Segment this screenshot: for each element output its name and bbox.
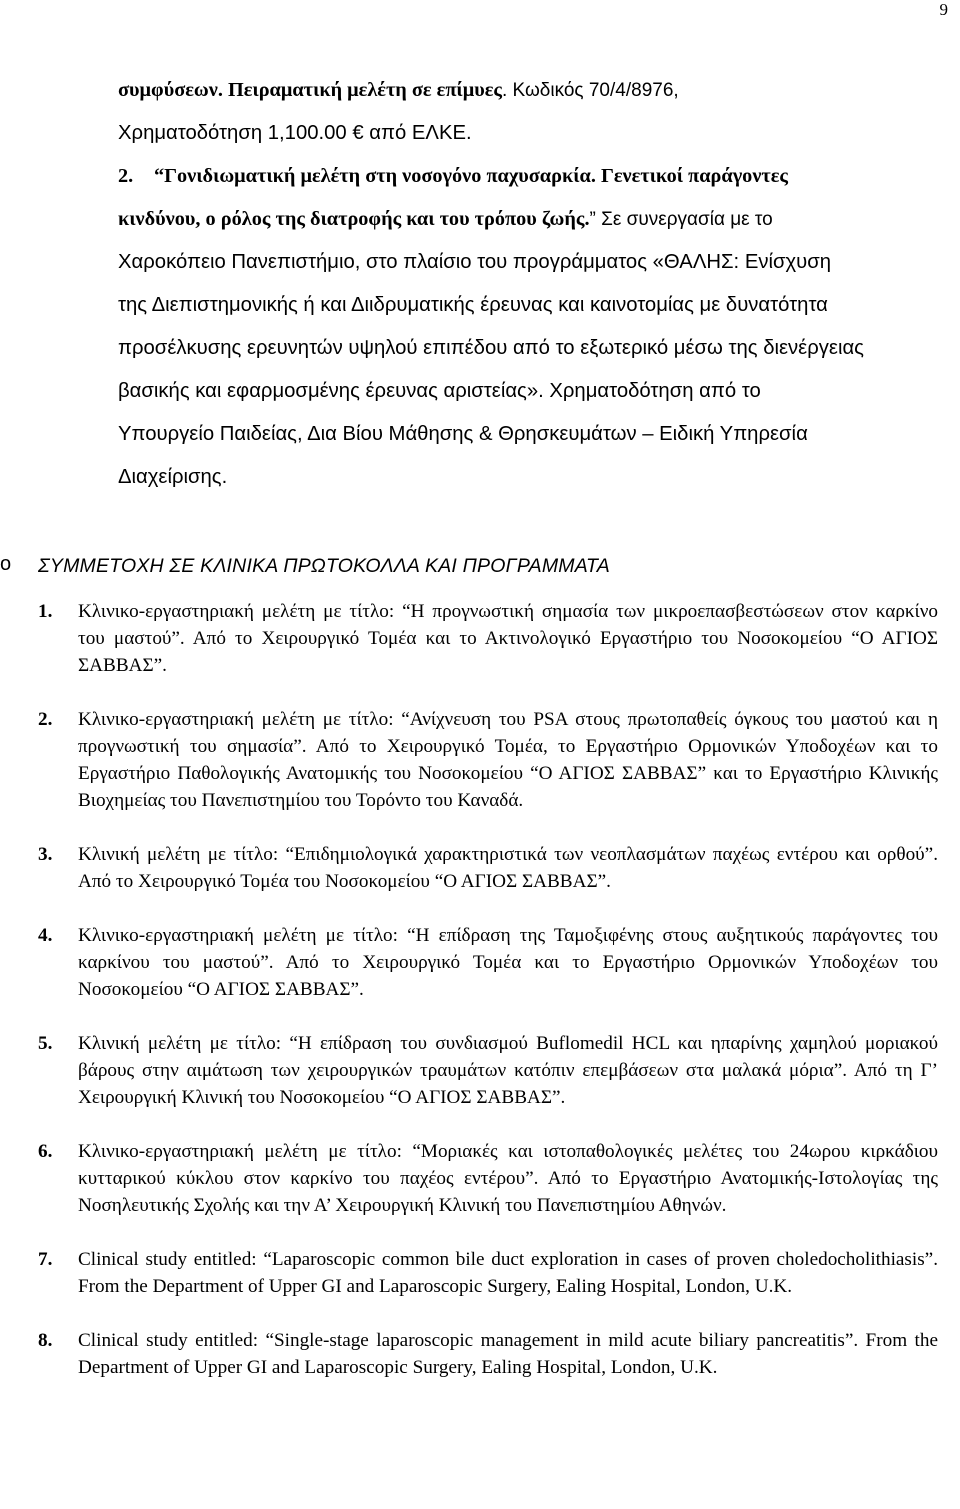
item-text: Κλινικο-εργαστηριακή μελέτη με τίτλο: “Η επίδραση της Ταμοξιφένης στους αυξητικούς παράγοντες του καρκίνου του μαστού”. Από το Χειρουργικό Τομέα και το Εργαστήριο Ορμονικών Υποδοχέων του Νοσοκομείου “Ο ΑΓΙΟΣ ΣΑΒΒΑΣ”. xyxy=(78,925,938,1000)
text-fragment: . Κωδικός 70/4/8976, xyxy=(501,80,679,101)
text-line: Υπουργείο Παιδείας, Δια Βίου Μάθησης & Θρησκευμάτων – Ειδική Υπηρεσία xyxy=(118,423,808,445)
item-number: 7. xyxy=(38,1249,53,1270)
list-item xyxy=(38,706,938,814)
item-number: 4. xyxy=(38,925,53,946)
bold-title-fragment: συμφύσεων. Πειραματική μελέτη σε επίμυες xyxy=(118,79,502,101)
protocol-list xyxy=(38,598,938,1408)
project-title-a: “Γονιδιωματική μελέτη στη νοσογόνο παχυσαρκία. Γενετικοί παράγοντες xyxy=(154,165,788,187)
funding-line: Χρηματοδότηση 1,100.00 € από ΕΛΚΕ. xyxy=(118,122,472,144)
project-number: 2. xyxy=(118,165,134,187)
item-number: 1. xyxy=(38,601,53,622)
page-number: 9 xyxy=(939,0,948,19)
item-text: Κλινικο-εργαστηριακή μελέτη με τίτλο: “Ανίχνευση του PSA στους πρωτοπαθείς όγκους του μαστού και η προγνωστική του σημασία”. Από το Χειρουργικό Τομέα, το Εργαστήριο Ορμονικών Υποδοχέων και το Εργαστήριο Παθολογικής Ανατομικής του Νοσοκομείου “Ο ΑΓΙΟΣ ΣΑΒΒΑΣ” και το Εργαστήριο Κλινικής Βιοχημείας του Πανεπιστημίου του Τορόντο του Καναδά. xyxy=(78,709,938,811)
section-title: ΣΥΜΜΕΤΟΧΗ ΣΕ ΚΛΙΝΙΚΑ ΠΡΩΤΟΚΟΛΛΑ ΚΑΙ ΠΡΟΓΡΑΜΜΑΤΑ xyxy=(38,555,610,577)
text-line: προσέλκυσης ερευνητών υψηλού επιπέδου από το εξωτερικό μέσω της διενέργειας xyxy=(118,337,864,359)
item-text: Clinical study entitled: “Laparoscopic common bile duct exploration in cases of proven choledocholithiasis”. From the Department of Upper GI and Laparoscopic Surgery, Ealing Hospital, London, U.K. xyxy=(78,1249,938,1297)
project-2-title-line xyxy=(118,155,936,198)
list-item xyxy=(38,922,938,1003)
text-fragment: ” Σε συνεργασία με το xyxy=(589,209,773,230)
list-item xyxy=(38,841,938,895)
item-number: 3. xyxy=(38,844,53,865)
list-item xyxy=(38,1138,938,1219)
list-item xyxy=(38,1030,938,1111)
text-line: Χαροκόπειο Πανεπιστήμιο, στο πλαίσιο του προγράμματος «ΘΑΛΗΣ: Ενίσχυση xyxy=(118,251,832,273)
research-project-continuation xyxy=(118,69,936,499)
list-item xyxy=(38,1327,938,1381)
item-number: 8. xyxy=(38,1330,53,1351)
item-text: Κλινική μελέτη με τίτλο: “Η επίδραση του συνδιασμού Buflomedil HCL και ηπαρίνης χαμηλού μοριακού βάρους στην αιμάτωση των χειρουργικών τραυμάτων κατόπιν επεμβάσεων στα μαλακά μόρια”. Από τη Γ’ Χειρουργική Κλινική του Νοσοκομείου “Ο ΑΓΙΟΣ ΣΑΒΒΑΣ”. xyxy=(78,1033,938,1108)
text-line: βασικής και εφαρμοσμένης έρευνας αριστείας». Χρηματοδότηση από το xyxy=(118,380,761,402)
project-2-title-line-b xyxy=(118,198,936,241)
item-text: Κλινικο-εργαστηριακή μελέτη με τίτλο: “Η προγνωστική σημασία των μικροεπασβεστώσεων στον καρκίνο του μαστού”. Από το Χειρουργικό Τομέα και το Ακτινολογικό Εργαστήριο του Νοσοκομείου “Ο ΑΓΙΟΣ ΣΑΒΒΑΣ”. xyxy=(78,601,938,676)
project-title-b: κινδύνου, ο ρόλος της διατροφής και του τρόπου ζωής. xyxy=(118,208,590,230)
text-line xyxy=(118,69,936,112)
text-line: της Διεπιστημονικής ή και Διιδρυματικής έρευνας και καινοτομίας με δυνατότητα xyxy=(118,294,828,316)
list-item xyxy=(38,598,938,679)
item-number: 6. xyxy=(38,1141,53,1162)
item-number: 5. xyxy=(38,1033,53,1054)
bullet-icon: o xyxy=(0,553,12,575)
text-line: Διαχείρισης. xyxy=(118,466,228,488)
item-text: Κλινικο-εργαστηριακή μελέτη με τίτλο: “Μοριακές και ιστοπαθολογικές μελέτες του 24ωρου κιρκάδιου κυτταρικού κύκλου στον καρκίνο του παχέος εντέρου”. Από το Εργαστήριο Ανατομικής-Ιστολογίας της Νοσηλευτικής Σχολής και την Α’ Χειρουργική Κλινική του Πανεπιστημίου Αθηνών. xyxy=(78,1141,938,1216)
item-text: Clinical study entitled: “Single-stage laparoscopic management in mild acute biliary pancreatitis”. From the Department of Upper GI and Laparoscopic Surgery, Ealing Hospital, London, U.K. xyxy=(78,1330,938,1378)
list-item xyxy=(38,1246,938,1300)
item-text: Κλινική μελέτη με τίτλο: “Επιδημιολογικά χαρακτηριστικά των νεοπλασμάτων παχέως εντέρου και ορθού”. Από το Χειρουργικό Τομέα του Νοσοκομείου “Ο ΑΓΙΟΣ ΣΑΒΒΑΣ”. xyxy=(78,844,938,892)
item-number: 2. xyxy=(38,709,53,730)
